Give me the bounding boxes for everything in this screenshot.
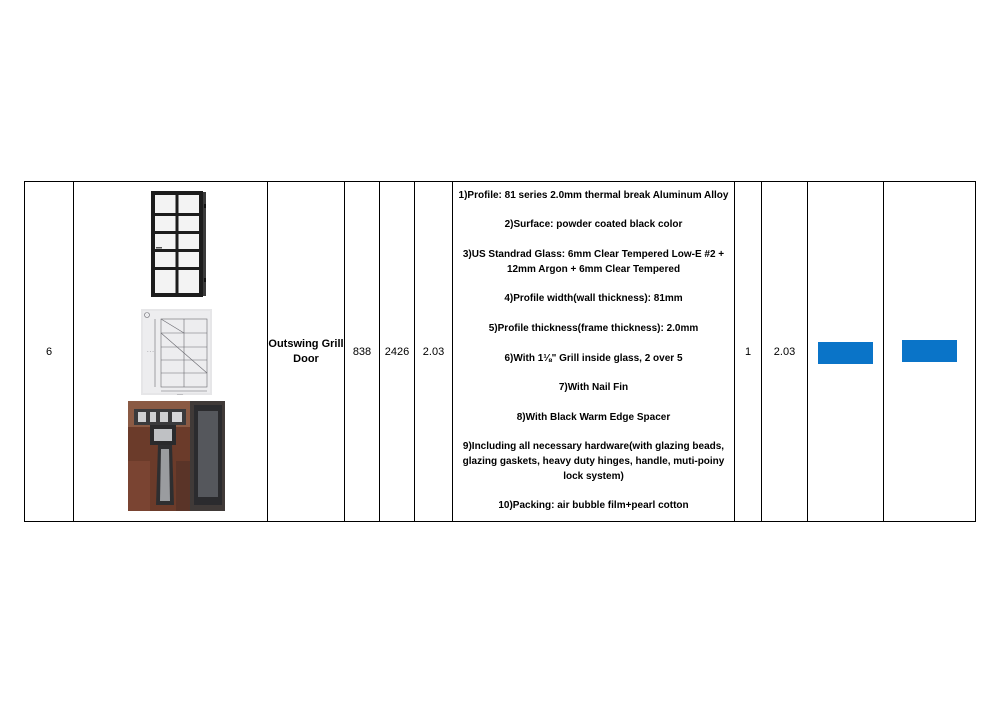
- spec-line: 5)Profile thickness(frame thickness): 2.0mm: [488, 322, 699, 334]
- spec-line: 2)Surface: powder coated black color: [504, 219, 683, 231]
- description-cell: [453, 182, 735, 522]
- spec-line: 7)With Nail Fin: [558, 382, 629, 394]
- total-area-cell: 2.03: [762, 182, 808, 522]
- spec-line: 9)Including all necessary hardware(with glazing beads, glazing gaskets, heavy duty hinges, handle, muti-poiny lock system): [462, 441, 725, 482]
- grill-door-image: [150, 190, 206, 298]
- spec-line: 3)US Standrad Glass: 6mm Clear Tempered Low-E #2 + 12mm Argon + 6mm Clear Tempered: [462, 248, 725, 275]
- spec-line: 1)Profile: 81 series 2.0mm thermal break Aluminum Alloy: [458, 189, 729, 201]
- amount-redaction: [902, 340, 957, 362]
- door-sketch-image: [141, 309, 212, 395]
- svg-text:___: ___: [177, 390, 183, 395]
- quotation-table: [24, 181, 976, 522]
- quantity-cell: 1: [735, 182, 762, 522]
- images-cell: [74, 182, 268, 522]
- height-cell: 2426: [380, 182, 415, 522]
- item-name-cell: [268, 182, 345, 522]
- spec-line: 6)With 1⅛" Grill inside glass, 2 over 5: [504, 352, 683, 364]
- area-cell: 2.03: [415, 182, 453, 522]
- item-name-line1: Outswing Grill: [268, 337, 344, 350]
- item-number-cell: 6: [25, 182, 74, 522]
- amount-cell: [884, 182, 976, 522]
- aluminum-profile-image: [128, 401, 225, 511]
- spec-line: 4)Profile width(wall thickness): 81mm: [504, 293, 683, 305]
- width-cell: 838: [345, 182, 380, 522]
- unit-price-redaction: [818, 342, 873, 364]
- spec-line: 10)Packing: air bubble film+pearl cotton: [498, 500, 689, 512]
- item-name-line2: Door: [293, 352, 319, 365]
- unit-price-cell: [808, 182, 884, 522]
- spec-line: 8)With Black Warm Edge Spacer: [516, 411, 671, 423]
- table-row: [25, 182, 976, 522]
- svg-text:- - -: - - -: [147, 349, 154, 354]
